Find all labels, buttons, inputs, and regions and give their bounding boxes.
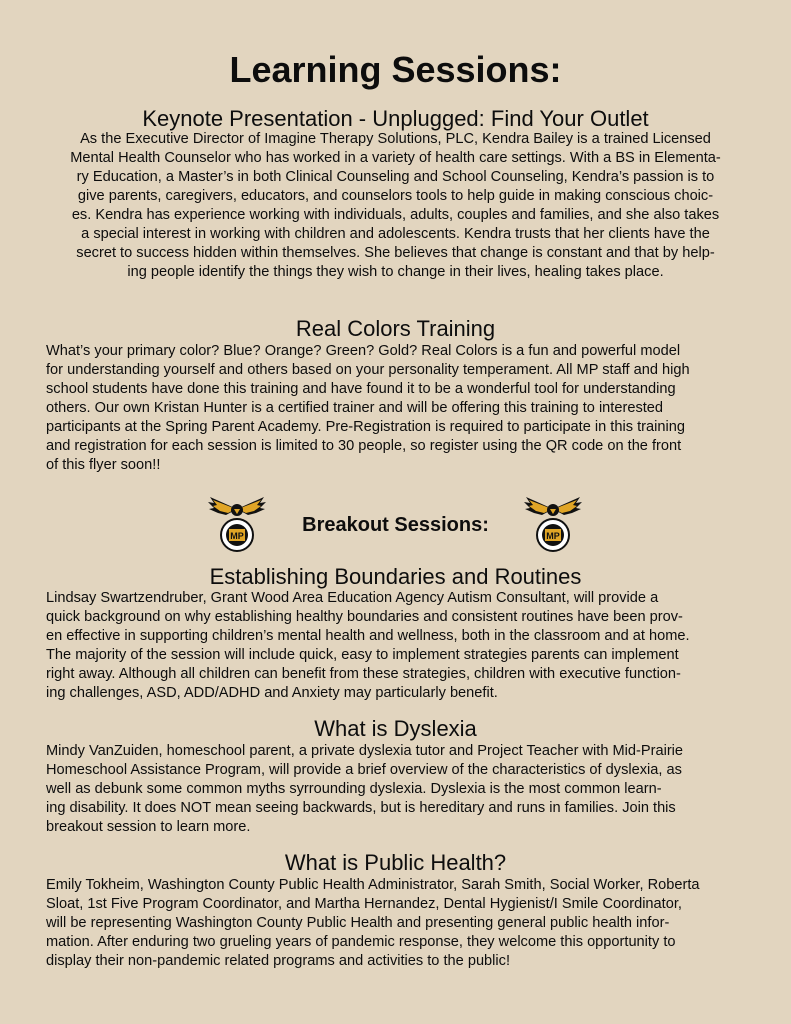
public-health-line: will be representing Washington County Public Health and presenting general public health infor- [46, 915, 670, 931]
keynote-line: ry Education, a Master’s in both Clinical Counseling and School Counseling, Kendra’s passion is to [76, 169, 715, 185]
dyslexia-line: well as debunk some common myths syrrounding dyslexia. Dyslexia is the most common learn- [46, 781, 662, 797]
logo-text: MP [546, 531, 560, 541]
real-colors-line: of this flyer soon!! [46, 457, 161, 473]
dyslexia-line: Mindy VanZuiden, homeschool parent, a private dyslexia tutor and Project Teacher with Mid-Prairie [46, 743, 684, 759]
boundaries-line: The majority of the session will include quick, easy to implement strategies parents can implement [46, 647, 679, 663]
boundaries-title: Establishing Boundaries and Routines [209, 564, 582, 589]
dyslexia-title: What is Dyslexia [314, 716, 477, 741]
hawk-mascot-logo-right [522, 493, 584, 553]
keynote-line: a special interest in working with children and adolescents. Kendra trusts that her clients have the [81, 226, 710, 242]
logo-text: MP [230, 531, 244, 541]
dyslexia-line: ing disability. It does NOT mean seeing backwards, but is hereditary and runs in families. Join this [46, 800, 676, 816]
boundaries-line: en effective in supporting children’s mental health and wellness, both in the classroom and at home. [46, 628, 690, 644]
public-health-line: Emily Tokheim, Washington County Public Health Administrator, Sarah Smith, Social Worker, Roberta [46, 877, 700, 893]
dyslexia-line: breakout session to learn more. [46, 819, 251, 835]
public-health-line: display their non-pandemic related programs and activities to the public! [46, 953, 511, 969]
boundaries-description [46, 589, 745, 703]
dyslexia-line: Homeschool Assistance Program, will provide a brief overview of the characteristics of dyslexia, as [46, 762, 682, 778]
breakout-header [46, 493, 745, 553]
public-health-title: What is Public Health? [284, 850, 507, 875]
public-health-line: Sloat, 1st Five Program Coordinator, and Martha Hernandez, Dental Hygienist/I Smile Coordinator, [46, 896, 682, 912]
real-colors-line: others. Our own Kristan Hunter is a certified trainer and will be offering this training to interested [46, 400, 664, 416]
real-colors-description [46, 342, 745, 475]
real-colors-title: Real Colors Training [295, 316, 496, 341]
real-colors-line: for understanding yourself and others based on your personality temperament. All MP staff and high [46, 362, 690, 378]
boundaries-line: right away. Although all children can benefit from these strategies, children with executive function- [46, 666, 681, 682]
public-health-description [46, 876, 745, 971]
keynote-title: Keynote Presentation - Unplugged: Find Your Outlet [142, 106, 649, 131]
boundaries-line: quick background on why establishing healthy boundaries and consistent routines have been prov- [46, 609, 683, 625]
keynote-line: ing people identify the things they wish to change in their lives, healing takes place. [127, 264, 664, 280]
real-colors-line: and registration for each session is limited to 30 people, so register using the QR code on the front [46, 438, 682, 454]
real-colors-line: school students have done this training and have found it to be a wonderful tool for understanding [46, 381, 676, 397]
boundaries-line: Lindsay Swartzendruber, Grant Wood Area Education Agency Autism Consultant, will provide a [46, 590, 659, 606]
breakout-title: Breakout Sessions: [302, 514, 489, 536]
keynote-description [46, 130, 745, 282]
keynote-line: give parents, caregivers, educators, and counselors tools to help guide in making conscious choic- [77, 188, 714, 204]
public-health-line: mation. After enduring two grueling years of pandemic response, they welcome this opportunity to [46, 934, 676, 950]
keynote-line: Mental Health Counselor who has worked in a variety of health care settings. With a BS in Elementa- [70, 150, 721, 166]
keynote-line: es. Kendra has experience working with individuals, adults, couples and families, and she also takes [71, 207, 720, 223]
dyslexia-description [46, 742, 745, 837]
real-colors-line: What’s your primary color? Blue? Orange? Green? Gold? Real Colors is a fun and powerful model [46, 343, 681, 359]
keynote-line: As the Executive Director of Imagine Therapy Solutions, PLC, Kendra Bailey is a trained Licensed [80, 131, 711, 147]
boundaries-line: ing challenges, ASD, ADD/ADHD and Anxiety may particularly benefit. [46, 685, 498, 701]
page-title: Learning Sessions: [229, 49, 562, 90]
keynote-line: secret to success hidden within themselves. She believes that change is constant and that by help- [76, 245, 715, 261]
real-colors-line: participants at the Spring Parent Academy. Pre-Registration is required to participate in this training [46, 419, 685, 435]
